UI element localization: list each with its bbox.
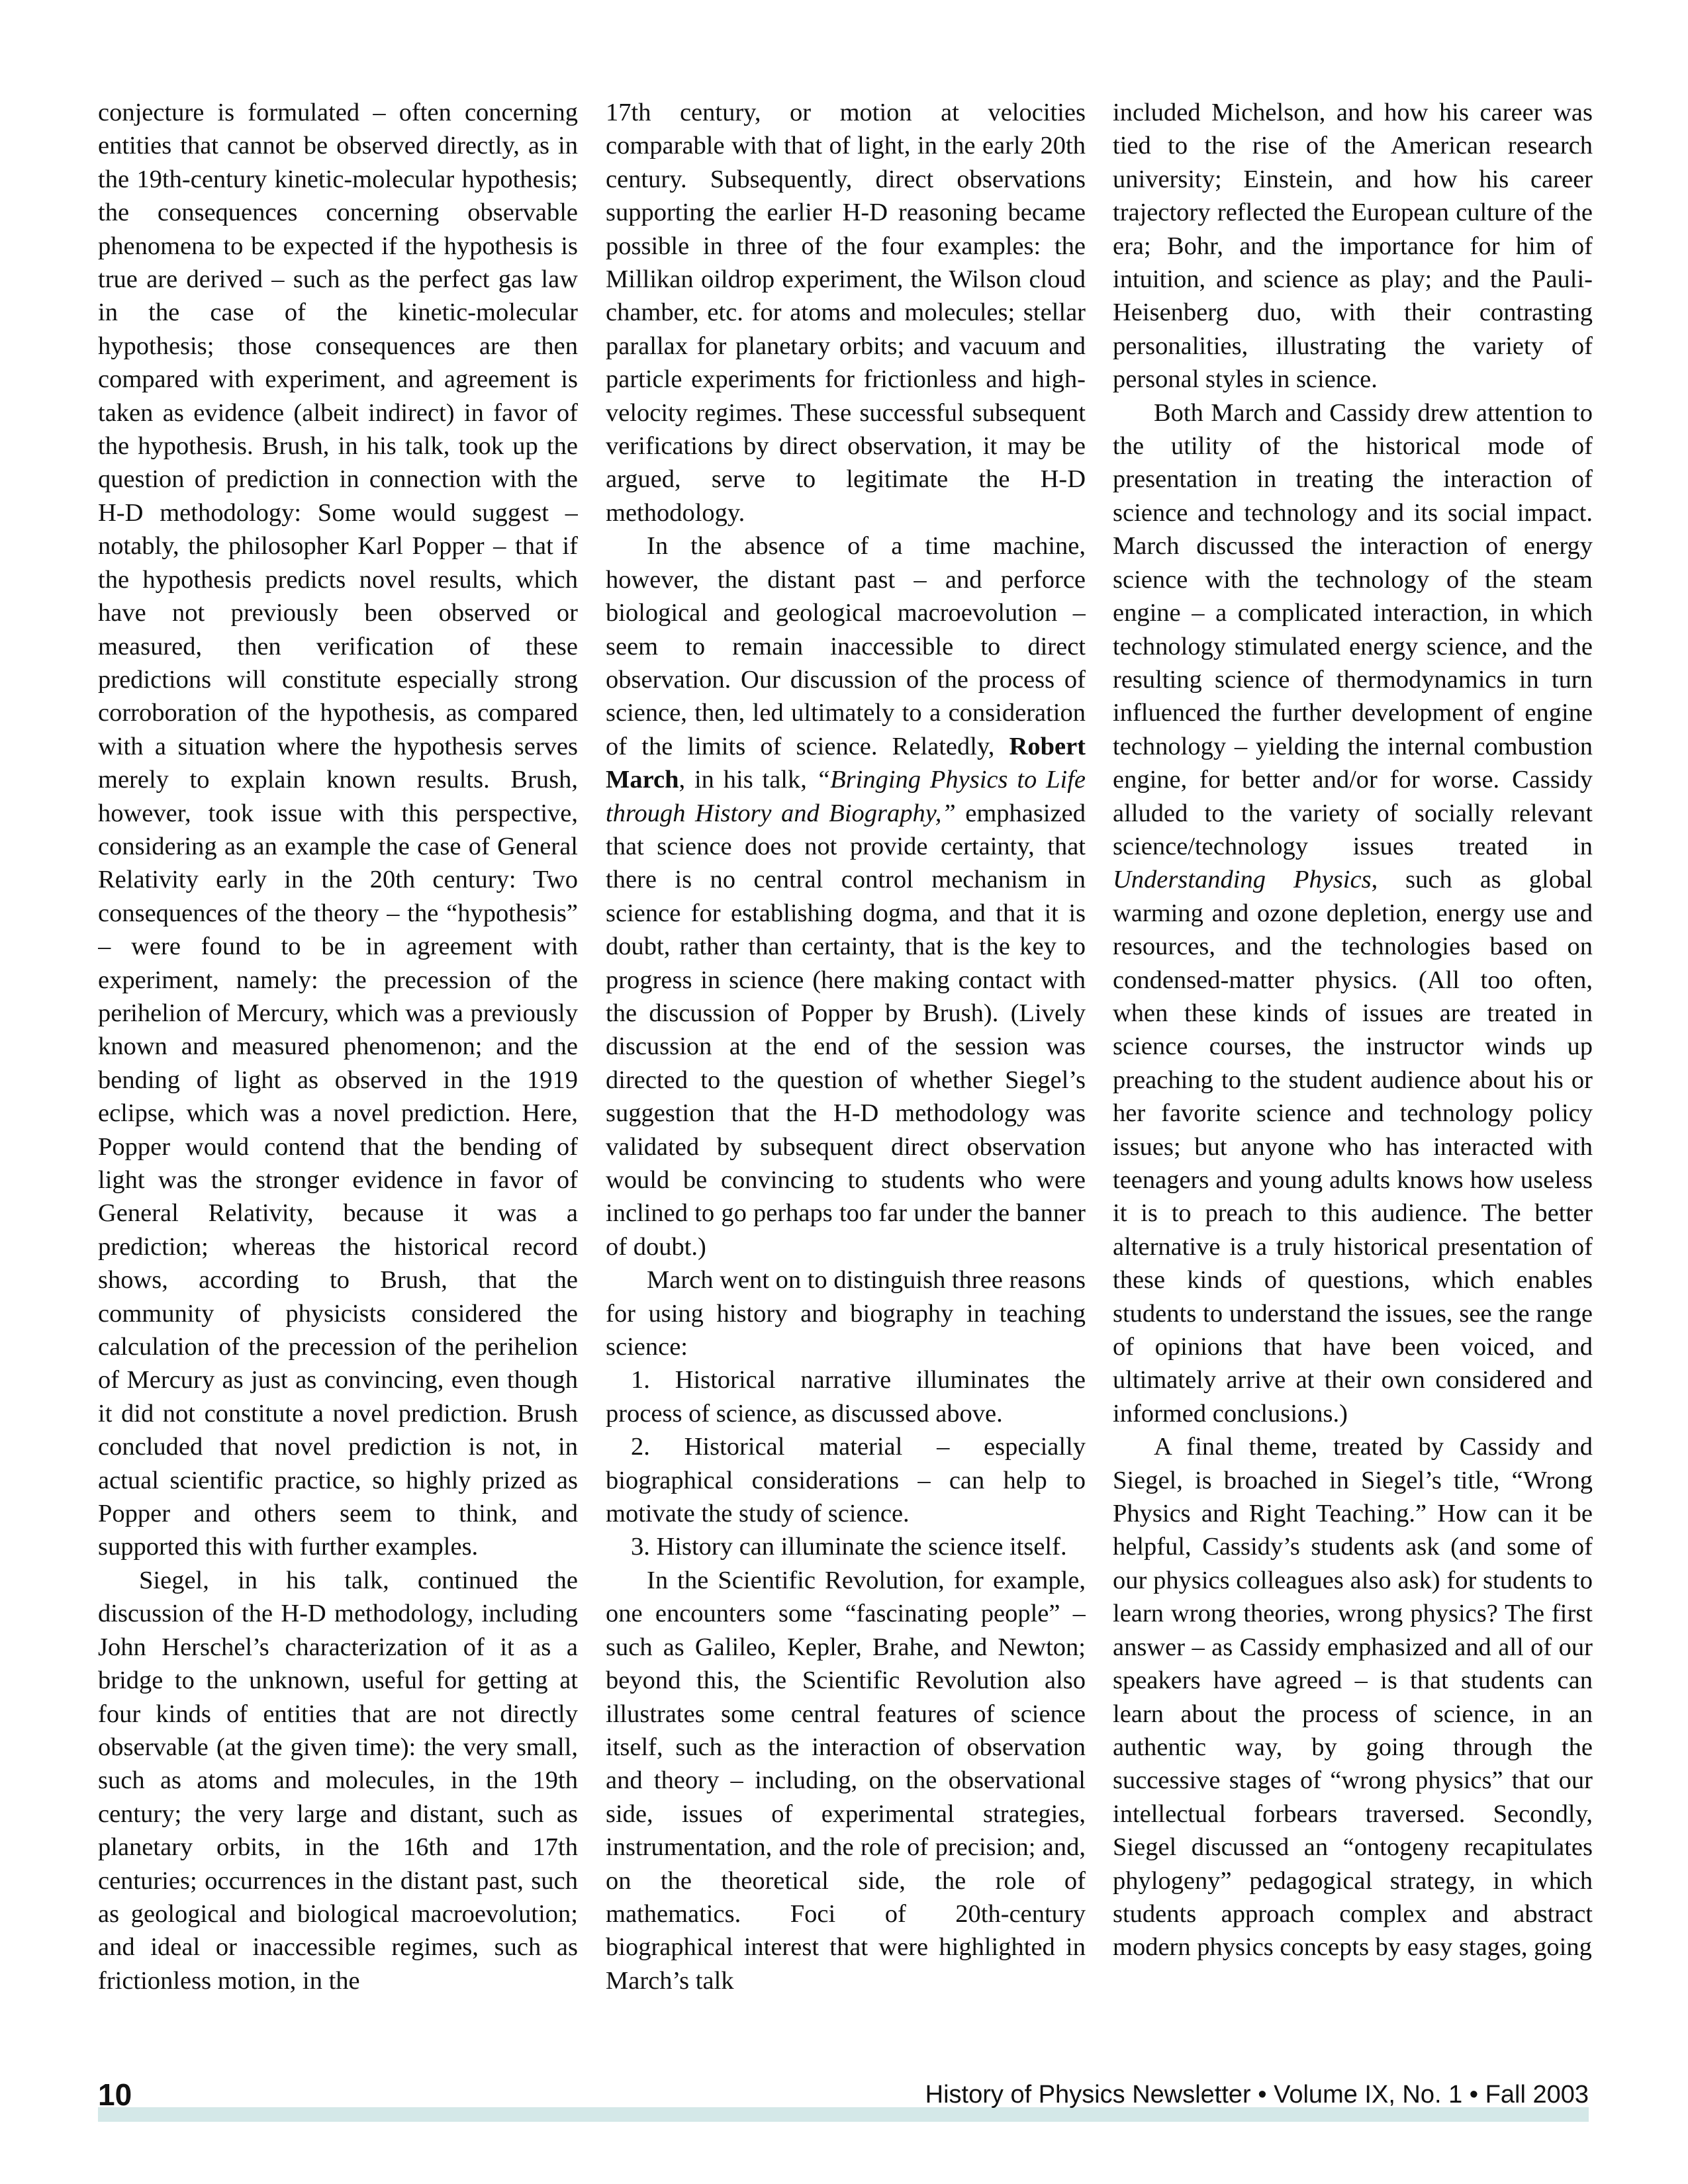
text-segment: 3. History can illuminate the science itself. (631, 1533, 1067, 1561)
list-item (606, 1530, 1086, 1563)
paragraph (606, 96, 1086, 529)
text-segment: 2. Historical material – especially biographical considerations – can help to motivate the study of science. (606, 1433, 1086, 1528)
list-item (606, 1430, 1086, 1530)
text-column-2 (606, 96, 1086, 2048)
text-segment: In the absence of a time machine, however, the distant past – and perforce biological and geological macroevolution – seem to remain inaccessible to direct observation. Our discussion of the process of science, then, led ultimately to a consideration of the limits of science. Relatedly, (606, 532, 1086, 760)
text-segment: In the Scientific Revolution, for example, one encounters some “fascinating people” – such as Galileo, Kepler, Brahe, and Newton; beyond this, the Scientific Revolution also illustrates some central features of science itself, such as the interaction of observation and theory – including, on the observational side, issues of experimental strategies, instrumentation, and the role of precision; and, on the theoretical side, the role of mathematics. Foci of 20th-century biographical interest that were highlighted in March’s talk (606, 1566, 1086, 1995)
text-segment: A final theme, treated by Cassidy and Siegel, is broached in Siegel’s title, “Wrong Physics and Right Teaching.” How can it be helpful, Cassidy’s students ask (and some of our physics colleagues also ask) for students to learn wrong theories, wrong physics? The first answer – as Cassidy emphasized and all of our speakers have agreed – is that students can learn about the process of science, in an authentic way, by going through the successive stages of “wrong physics” that our intellectual forbears traversed. Secondly, Siegel discussed an “ontogeny recapitulates phylogeny” pedagogical strategy, in which students approach complex and abstract modern physics concepts by easy stages, going (1113, 1433, 1593, 1962)
italic-text: “Bringing Physics to Life through History and Biography,” (606, 766, 1086, 827)
paragraph (606, 529, 1086, 1263)
text-segment: Siegel, in his talk, continued the discussion of the H-D methodology, including John Herschel’s characterization of it as a bridge to the unknown, useful for getting at four kinds of entities that are not directly observable (at the given time): the very small, such as atoms and molecules, in the 19th century; the very large and distant, such as planetary orbits, in the 16th and 17th centuries; occurrences in the distant past, such as geological and biological macroevolution; and ideal or inaccessible regimes, such as frictionless motion, in the (98, 1566, 578, 1995)
text-segment: 17th century, or motion at velocities comparable with that of light, in the early 20th century. Subsequently, direct observations supporting the earlier H-D reasoning became possible in three of the four examples: the Millikan oildrop experiment, the Wilson cloud chamber, etc. for atoms and molecules; stellar parallax for planetary orbits; and vacuum and particle experiments for frictionless and high-velocity regimes. These successful subsequent verifications by direct observation, it may be argued, serve to legitimate the H-D methodology. (606, 99, 1086, 527)
paragraph (1113, 96, 1593, 396)
list-item (606, 1363, 1086, 1430)
page-number: 10 (98, 2077, 132, 2112)
text-segment: emphasized that science does not provide certainty, that there is no central control mechanism in science for establishing dogma, and that it is doubt, rather than certainty, that is the key to progress in science (here making contact with the discussion of Popper by Brush). (Lively discussion at the end of the session was directed to the question of whether Siegel’s suggestion that the H-D methodology was validated by subsequent direct observation would be convincing to students who were inclined to go perhaps too far under the banner of doubt.) (606, 799, 1086, 1261)
text-column-3 (1113, 96, 1593, 2048)
paragraph (1113, 396, 1593, 1431)
text-segment: , in his talk, (679, 766, 816, 794)
italic-text: Understanding Physics (1113, 866, 1372, 894)
text-segment: conjecture is formulated – often concerning entities that cannot be observed directly, as in the 19th-century kinetic-molecular hypothesis; the consequences concerning observable phenomena to be expected if the hypothesis is true are derived – such as the perfect gas law in the case of the kinetic-molecular hypothesis; those consequences are then compared with experiment, and agreement is taken as evidence (albeit indirect) in favor of the hypothesis. Brush, in his talk, took up the question of prediction in connection with the H-D methodology: Some would suggest – notably, the philosopher Karl Popper – that if the hypothesis predicts novel results, which have not previously been observed or measured, then verification of these predictions will constitute especially strong corroboration of the hypothesis, as compared with a situation where the hypothesis serves merely to explain known results. Brush, however, took issue with this perspective, considering as an example the case of General Relativity early in the 20th century: Two consequences of the theory – the “hypothesis” – were found to be in agreement with experiment, namely: the precession of the perihelion of Mercury, which was a previously known and measured phenomenon; and the bending of light as observed in the 1919 eclipse, which was a novel prediction. Here, Popper would contend that the bending of light was the stronger evidence in favor of General Relativity, because it was a prediction; whereas the historical record shows, according to Brush, that the community of physicists considered the calculation of the precession of the perihelion of Mercury as just as convincing, even though it did not constitute a novel prediction. Brush concluded that novel prediction is not, in actual scientific practice, so highly prized as Popper and others seem to think, and supported this with further examples. (98, 99, 578, 1561)
text-column-1 (98, 96, 578, 2048)
text-segment: included Michelson, and how his career was tied to the rise of the American research university; Einstein, and how his career trajectory reflected the European culture of the era; Bohr, and the importance for him of intuition, and science as play; and the Pauli-Heisenberg duo, with their contrasting personalities, illustrating the variety of personal styles in science. (1113, 99, 1593, 394)
publication-title: History of Physics Newsletter • Volume IX, No. 1 • Fall 2003 (925, 2081, 1589, 2109)
paragraph (606, 1263, 1086, 1363)
page-footer (98, 2077, 1589, 2122)
paragraph (98, 96, 578, 1564)
text-segment: Both March and Cassidy drew attention to the utility of the historical mode of presentation in treating the interaction of science and technology and its social impact. March discussed the interaction of energy science with the technology of the steam engine – a complicated interaction, in which technology stimulated energy science, and the resulting science of thermodynamics in turn influenced the further development of engine technology – yielding the internal combustion engine, for better and/or for worse. Cassidy alluded to the variety of socially relevant science/technology issues treated in (1113, 398, 1593, 860)
paragraph (1113, 1430, 1593, 1964)
paragraph (606, 1564, 1086, 1997)
text-segment: March went on to distinguish three reasons for using history and biography in teaching science: (606, 1266, 1086, 1361)
paragraph (98, 1564, 578, 1997)
speaker-name: Robert March (606, 732, 1086, 794)
text-segment: , such as global warming and ozone depletion, energy use and resources, and the technologies based on condensed-matter physics. (All too often, when these kinds of issues are treated in science courses, the instructor winds up preaching to the student audience about his or her favorite science and technology policy issues; but anyone who has interacted with teenagers and young adults knows how useless it is to preach to this audience. The better alternative is a truly historical presentation of these kinds of questions, which enables students to understand the issues, see the range of opinions that have been voiced, and ultimately arrive at their own considered and informed conclusions.) (1113, 866, 1593, 1428)
text-segment: 1. Historical narrative illuminates the process of science, as discussed above. (606, 1366, 1086, 1428)
